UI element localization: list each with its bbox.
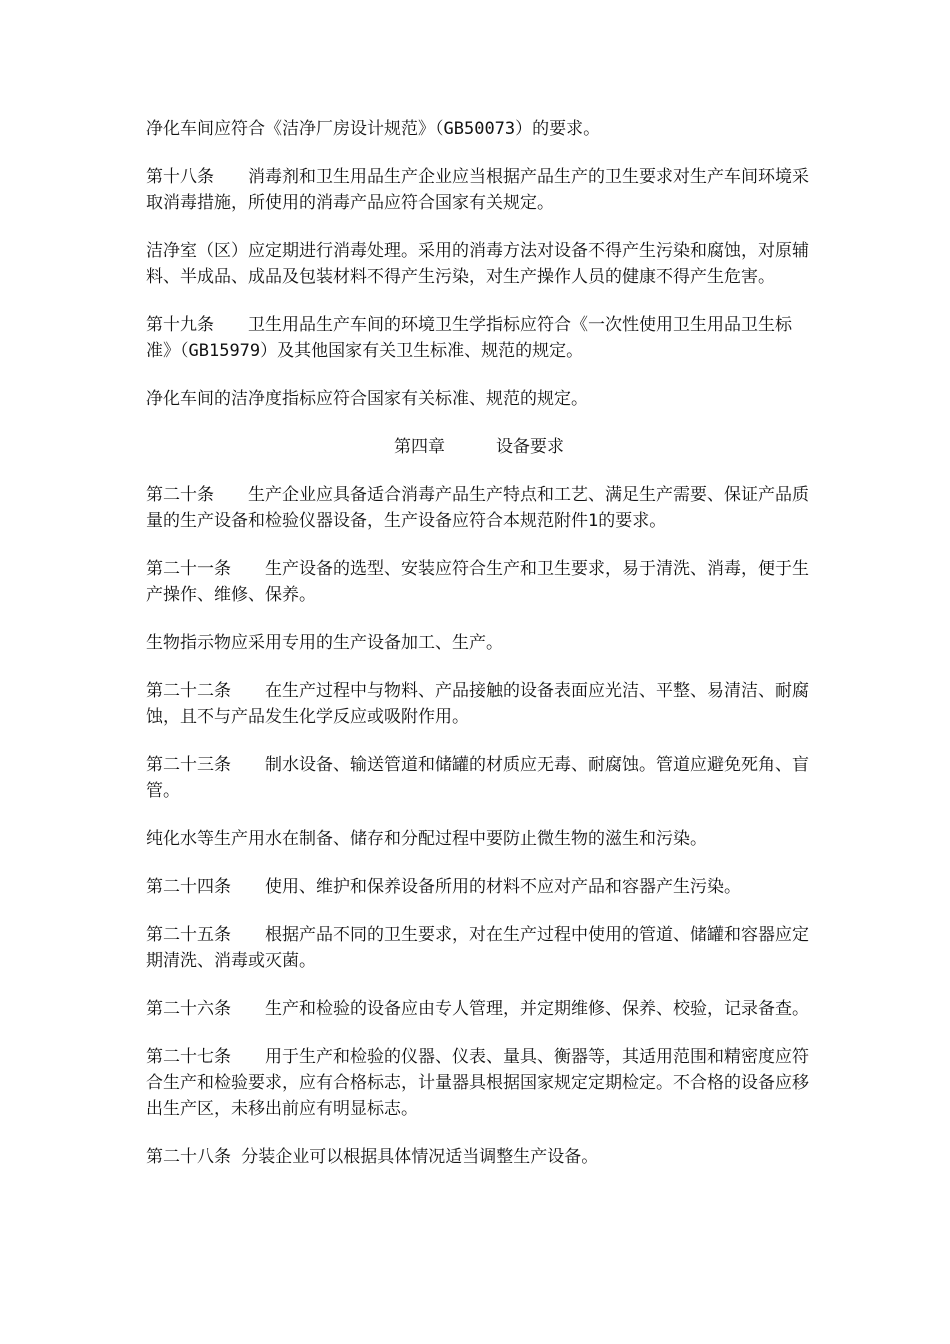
article-21: 第二十一条 生产设备的选型、安装应符合生产和卫生要求，易于清洗、消毒，便于生产操作、维修、保养。: [146, 559, 809, 605]
article-23: 第二十三条 制水设备、输送管道和储罐的材质应无毒、耐腐蚀。管道应避免死角、盲管。: [146, 755, 809, 801]
article-18: 第十八条 消毒剂和卫生用品生产企业应当根据产品生产的卫生要求对生产车间环境采取消毒措施，所使用的消毒产品应符合国家有关规定。: [146, 167, 809, 213]
article-20: 第二十条 生产企业应具备适合消毒产品生产特点和工艺、满足生产需要、保证产品质量的生产设备和检验仪器设备，生产设备应符合本规范附件1的要求。: [146, 485, 809, 531]
article-19: 第十九条 卫生用品生产车间的环境卫生学指标应符合《一次性使用卫生用品卫生标准》（GB15979）及其他国家有关卫生标准、规范的规定。: [146, 315, 792, 361]
paragraph-biological-indicator: 生物指示物应采用专用的生产设备加工、生产。: [146, 633, 503, 653]
paragraph-clean-room-disinfection: 洁净室（区）应定期进行消毒处理。采用的消毒方法对设备不得产生污染和腐蚀，对原辅料、半成品、成品及包装材料不得产生污染，对生产操作人员的健康不得产生危害。: [146, 241, 809, 287]
article-25: 第二十五条 根据产品不同的卫生要求，对在生产过程中使用的管道、储罐和容器应定期清洗、消毒或灭菌。: [146, 925, 809, 971]
article-22: 第二十二条 在生产过程中与物料、产品接触的设备表面应光洁、平整、易清洁、耐腐蚀，且不与产品发生化学反应或吸附作用。: [146, 681, 809, 727]
article-28: 第二十八条 分装企业可以根据具体情况适当调整生产设备。: [146, 1147, 599, 1167]
document-body: [146, 116, 810, 1192]
article-26: 第二十六条 生产和检验的设备应由专人管理，并定期维修、保养、校验，记录备查。: [146, 999, 809, 1019]
paragraph-clean-workshop-standard: 净化车间应符合《洁净厂房设计规范》（GB50073）的要求。: [146, 119, 601, 139]
paragraph-purified-water: 纯化水等生产用水在制备、储存和分配过程中要防止微生物的滋生和污染。: [146, 829, 707, 849]
chapter-heading: 第四章 设备要求: [394, 437, 564, 457]
article-24: 第二十四条 使用、维护和保养设备所用的材料不应对产品和容器产生污染。: [146, 877, 741, 897]
article-27: 第二十七条 用于生产和检验的仪器、仪表、量具、衡器等，其适用范围和精密度应符合生产和检验要求，应有合格标志，计量器具根据国家规定定期检定。不合格的设备应移出生产区，未移出前应有明显标志。: [146, 1047, 809, 1119]
paragraph-cleanliness-index: 净化车间的洁净度指标应符合国家有关标准、规范的规定。: [146, 389, 588, 409]
